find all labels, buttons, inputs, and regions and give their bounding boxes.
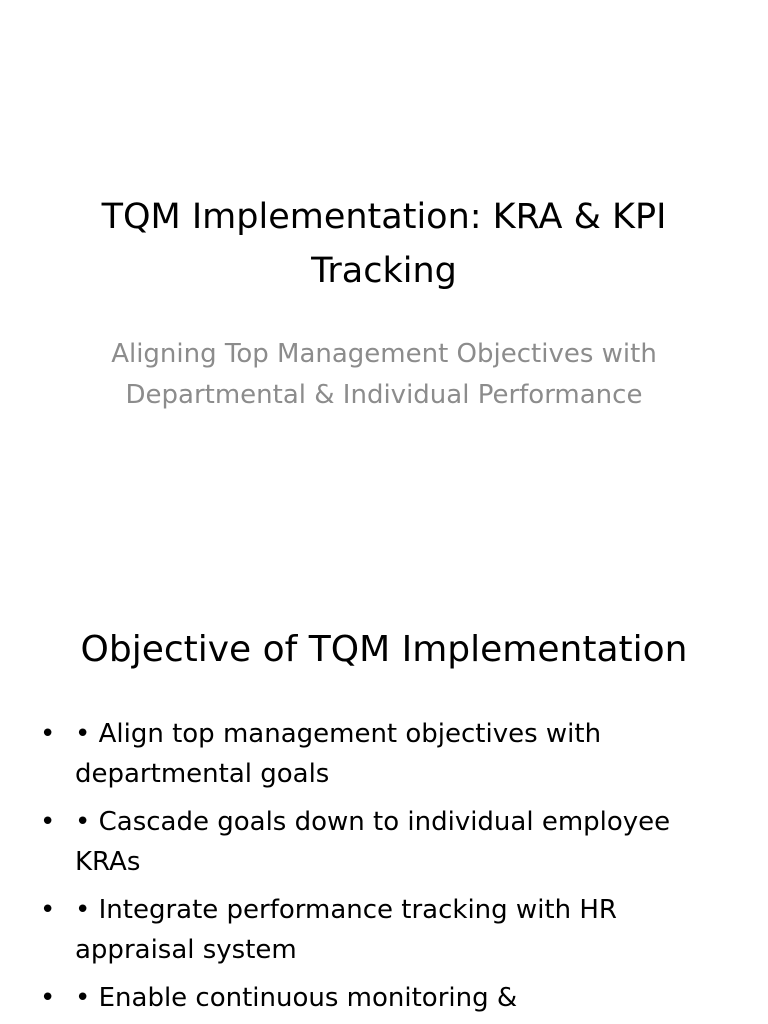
bullet-item (40, 714, 710, 794)
slide-heading: Objective of TQM Implementation (80, 629, 688, 670)
bullet-marker: • (40, 983, 56, 1013)
objective-slide (0, 576, 768, 1024)
bullet-list (40, 714, 710, 1024)
bullet-item (40, 978, 710, 1018)
bullet-text: • Enable continuous monitoring & (75, 983, 518, 1013)
presentation-subtitle: Aligning Top Management Objectives with Departmental & Individual Performance (111, 339, 657, 410)
bullet-text: • Integrate performance tracking with HR appraisal system (75, 895, 617, 965)
bullet-item (40, 802, 710, 882)
bullet-item (40, 890, 710, 970)
bullet-marker: • (40, 719, 56, 749)
bullet-text: • Align top management objectives with departmental goals (75, 719, 602, 789)
bullet-marker: • (40, 807, 56, 837)
bullet-marker: • (40, 895, 56, 925)
presentation-title: TQM Implementation: KRA & KPI Tracking (101, 197, 667, 291)
bullet-text: • Cascade goals down to individual employee KRAs (75, 807, 671, 877)
